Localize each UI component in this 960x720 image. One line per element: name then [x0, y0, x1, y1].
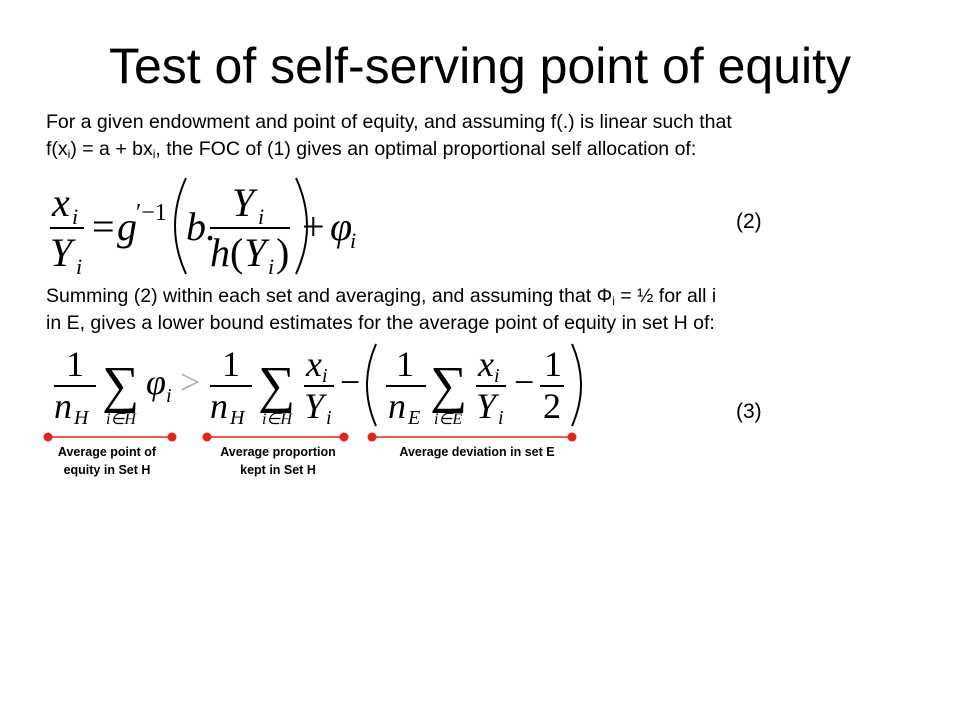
subscript: i — [152, 147, 156, 161]
text-part: f(x — [46, 138, 68, 160]
equation-2-number: (2) — [736, 210, 762, 233]
eq3-sub-i: i — [326, 407, 332, 429]
eq2-open-paren-small: ( — [230, 230, 244, 275]
group-label-average-point-of-equity — [32, 443, 182, 479]
eq3-one: 1 — [222, 344, 240, 384]
group-label-line: kept in Set H — [240, 463, 316, 477]
text-part: = ½ for all i — [614, 285, 717, 307]
eq3-n: n — [54, 386, 72, 426]
group2-right-marker — [340, 433, 348, 441]
eq2-Y: Y — [50, 230, 73, 275]
eq3-sigma: ∑ — [430, 357, 468, 414]
eq3-n: n — [210, 386, 228, 426]
eq3-one: 1 — [396, 344, 414, 384]
text-part: Summing (2) within each set and averaging, and assuming that Φ — [46, 285, 613, 307]
eq3-sub-i: i — [498, 407, 504, 429]
eq3-n: n — [388, 386, 406, 426]
text-part: ) = a + bx — [70, 138, 153, 160]
eq3-sub-H: H — [74, 407, 89, 429]
eq2-h: h — [210, 230, 230, 275]
paragraph-foc-line1: For a given endowment and point of equity, and assuming f(.) is linear such that — [46, 111, 732, 133]
group-label-line: equity in Set H — [63, 463, 151, 477]
eq3-x: x — [306, 344, 322, 384]
equation-3-number: (3) — [736, 400, 762, 423]
eq2-sub-i: i — [76, 254, 83, 279]
eq3-minus: − — [340, 362, 361, 402]
eq3-sub-H: H — [230, 407, 245, 429]
eq3-close-paren — [572, 344, 581, 426]
eq3-sub-i: i — [166, 385, 172, 407]
eq2-sub-i: i — [268, 254, 275, 279]
eq2-plus: + — [302, 204, 325, 249]
eq3-sub-i: i — [494, 365, 500, 387]
eq2-equals: = — [92, 204, 115, 249]
group3-right-marker — [568, 433, 576, 441]
text-part: , the FOC of (1) gives an optimal proportional self allocation of: — [155, 138, 697, 160]
eq2-close-paren-small: ) — [276, 230, 290, 275]
eq3-index-H: i∈H — [106, 411, 136, 428]
eq3-two: 2 — [543, 386, 561, 426]
eq2-sub-i: i — [350, 228, 357, 253]
eq3-minus: − — [514, 362, 535, 402]
eq2-sub-i: i — [258, 204, 265, 229]
eq3-sub-E: E — [408, 407, 421, 429]
eq3-one: 1 — [66, 344, 84, 384]
eq3-index-E: i∈E — [434, 411, 463, 428]
group1-right-marker — [168, 433, 176, 441]
eq3-index-H: i∈H — [262, 411, 292, 428]
eq3-x: x — [478, 344, 494, 384]
group3-left-marker — [368, 433, 376, 441]
group2-left-marker — [203, 433, 211, 441]
eq2-g: g — [117, 204, 137, 249]
group-label-line: Average proportion — [220, 445, 336, 459]
group-label-line: Average point of — [57, 445, 157, 459]
group1-left-marker — [44, 433, 52, 441]
eq2-prime-inverse: ′−1 — [136, 200, 167, 226]
subscript: i — [67, 147, 71, 161]
eq2-phi: φ — [330, 204, 353, 249]
eq2-x: x — [52, 180, 70, 225]
eq2-Y: Y — [244, 230, 267, 275]
eq3-sigma: ∑ — [102, 357, 140, 414]
eq3-one: 1 — [544, 344, 562, 384]
paragraph-summing-line2: in E, gives a lower bound estimates for the average point of equity in set H of: — [46, 312, 715, 334]
subscript: i — [612, 294, 615, 308]
group-label-average-deviation — [372, 443, 582, 461]
eq3-sigma: ∑ — [258, 357, 296, 414]
eq2-sub-i: i — [72, 204, 79, 229]
slide-title: Test of self-serving point of equity — [108, 38, 852, 94]
group-label-line: Average deviation in set E — [399, 445, 555, 459]
eq3-greater-than: > — [180, 362, 201, 402]
eq3-Y: Y — [304, 386, 325, 426]
eq3-open-paren — [367, 344, 376, 426]
group-label-average-proportion-kept — [198, 443, 358, 479]
eq2-Y: Y — [232, 180, 255, 225]
eq3-Y: Y — [476, 386, 497, 426]
eq2-b: b. — [186, 204, 216, 249]
eq3-phi: φ — [146, 362, 166, 402]
eq3-sub-i: i — [322, 365, 328, 387]
